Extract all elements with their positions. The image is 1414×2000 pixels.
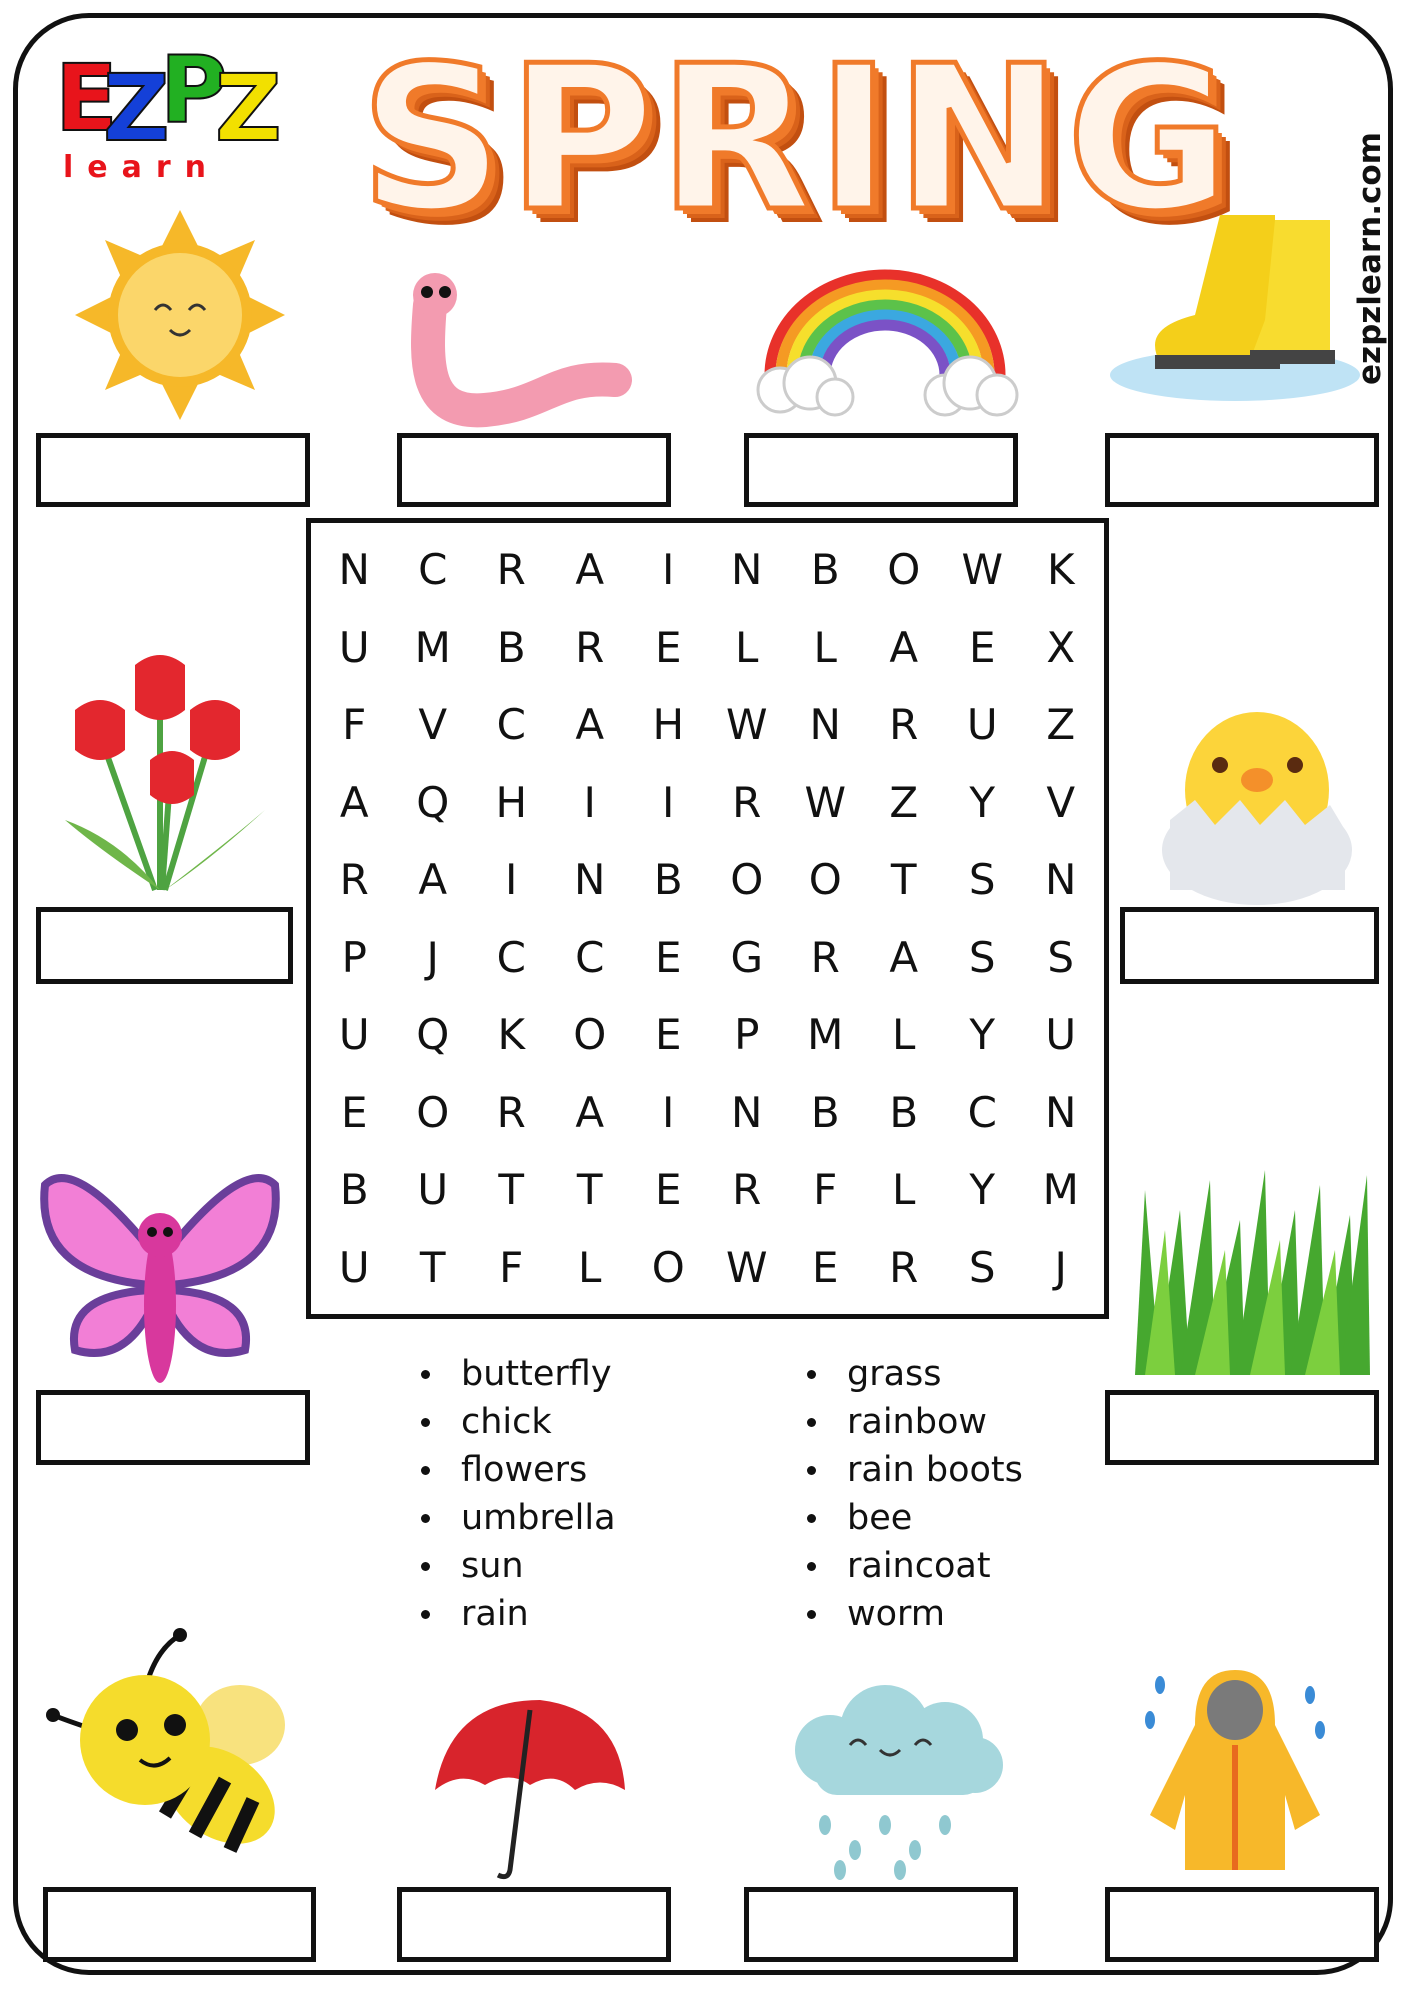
- grid-cell[interactable]: R: [496, 545, 526, 595]
- grid-cell[interactable]: B: [810, 545, 840, 595]
- grid-cell[interactable]: M: [807, 1010, 844, 1060]
- grid-cell[interactable]: R: [732, 1165, 762, 1215]
- butterfly-icon: [35, 1165, 285, 1390]
- grid-cell[interactable]: E: [654, 1010, 682, 1060]
- grid-cell[interactable]: I: [662, 1087, 675, 1137]
- grid-cell[interactable]: F: [813, 1165, 838, 1215]
- answer-box-rain[interactable]: [744, 1887, 1018, 1962]
- grid-cell[interactable]: A: [418, 855, 448, 905]
- grid-cell[interactable]: N: [731, 545, 763, 595]
- grid-cell[interactable]: S: [968, 932, 996, 982]
- grid-cell[interactable]: Y: [969, 1010, 996, 1060]
- word-list-item: butterfly: [421, 1350, 616, 1398]
- grid-cell[interactable]: R: [575, 622, 605, 672]
- logo-letter: P: [160, 37, 228, 144]
- grid-cell[interactable]: S: [1047, 932, 1075, 982]
- logo-letter: Z: [103, 55, 170, 162]
- grid-cell[interactable]: I: [505, 855, 518, 905]
- grid-cell[interactable]: R: [732, 777, 762, 827]
- grid-cell[interactable]: Z: [889, 777, 919, 827]
- grid-cell[interactable]: C: [575, 932, 605, 982]
- grid-cell[interactable]: W: [725, 1242, 768, 1292]
- grid-cell[interactable]: E: [340, 1087, 368, 1137]
- grid-cell[interactable]: A: [575, 545, 605, 595]
- grid-cell[interactable]: W: [804, 777, 847, 827]
- flowers-icon: [60, 650, 270, 895]
- word-list-item: rain boots: [807, 1446, 1023, 1494]
- grid-cell[interactable]: U: [338, 1242, 370, 1292]
- answer-box-butterfly[interactable]: [36, 1390, 310, 1465]
- grid-cell[interactable]: K: [497, 1010, 526, 1060]
- grid-cell[interactable]: Y: [969, 1165, 996, 1215]
- grid-cell[interactable]: E: [811, 1242, 839, 1292]
- word-list-item: worm: [807, 1590, 1023, 1638]
- grid-cell[interactable]: R: [496, 1087, 526, 1137]
- grid-cell[interactable]: H: [652, 700, 685, 750]
- grid-cell[interactable]: B: [339, 1165, 369, 1215]
- grid-cell[interactable]: O: [416, 1087, 450, 1137]
- answer-box-raincoat[interactable]: [1105, 1887, 1379, 1962]
- grid-cell[interactable]: U: [1045, 1010, 1077, 1060]
- grid-cell[interactable]: Y: [969, 777, 996, 827]
- grid-cell[interactable]: X: [1046, 622, 1076, 672]
- answer-box-grass[interactable]: [1105, 1390, 1379, 1465]
- grid-cell[interactable]: Q: [416, 777, 450, 827]
- grid-cell[interactable]: M: [414, 622, 451, 672]
- word-list-item: grass: [807, 1350, 1023, 1398]
- grid-cell[interactable]: R: [889, 700, 919, 750]
- logo-letter: E: [55, 45, 118, 152]
- word-list-item: rain: [421, 1590, 616, 1638]
- grass-icon: [1135, 1170, 1370, 1375]
- grid-cell[interactable]: I: [583, 777, 596, 827]
- answer-box-flowers[interactable]: [36, 907, 293, 984]
- answer-box-rain-boots[interactable]: [1105, 433, 1379, 507]
- grid-cell[interactable]: F: [499, 1242, 524, 1292]
- word-list-item: umbrella: [421, 1494, 616, 1542]
- grid-cell[interactable]: P: [341, 932, 367, 982]
- rain-boots-icon: [1110, 210, 1360, 410]
- word-list-right: [807, 1350, 1023, 1638]
- grid-cell[interactable]: A: [889, 932, 919, 982]
- grid-cell[interactable]: R: [889, 1242, 919, 1292]
- answer-box-umbrella[interactable]: [397, 1887, 671, 1962]
- grid-cell[interactable]: P: [734, 1010, 760, 1060]
- grid-cell[interactable]: C: [967, 1087, 997, 1137]
- answer-box-rainbow[interactable]: [744, 433, 1018, 507]
- grid-cell[interactable]: U: [417, 1165, 449, 1215]
- umbrella-icon: [430, 1700, 630, 1880]
- worm-icon: [395, 275, 640, 430]
- grid-cell[interactable]: W: [725, 700, 768, 750]
- word-search-grid: [306, 518, 1109, 1319]
- answer-box-sun[interactable]: [36, 433, 310, 507]
- grid-cell[interactable]: C: [496, 932, 526, 982]
- grid-cell[interactable]: C: [496, 700, 526, 750]
- word-list-item: flowers: [421, 1446, 616, 1494]
- grid-cell[interactable]: U: [338, 1010, 370, 1060]
- grid-cell[interactable]: B: [889, 1087, 919, 1137]
- grid-cell[interactable]: N: [809, 700, 841, 750]
- answer-box-chick[interactable]: [1120, 907, 1379, 984]
- logo-subtitle: learn: [63, 150, 221, 185]
- grid-cell[interactable]: I: [662, 545, 675, 595]
- grid-cell[interactable]: E: [654, 1165, 682, 1215]
- grid-cell[interactable]: S: [968, 855, 996, 905]
- grid-cell[interactable]: O: [651, 1242, 685, 1292]
- page-title: SPRING: [360, 23, 1235, 256]
- grid-cell[interactable]: C: [418, 545, 448, 595]
- grid-cell[interactable]: T: [890, 855, 917, 905]
- grid-cell[interactable]: H: [495, 777, 528, 827]
- grid-cell[interactable]: W: [961, 545, 1004, 595]
- grid-cell[interactable]: T: [498, 1165, 525, 1215]
- ezpz-logo: [55, 15, 285, 185]
- grid-cell[interactable]: E: [654, 622, 682, 672]
- grid-cell[interactable]: U: [338, 622, 370, 672]
- rainbow-icon: [755, 265, 1020, 425]
- grid-cell[interactable]: N: [574, 855, 606, 905]
- word-list-item: sun: [421, 1542, 616, 1590]
- grid-cell[interactable]: E: [968, 622, 996, 672]
- grid-cell[interactable]: Q: [416, 1010, 450, 1060]
- grid-cell[interactable]: N: [1045, 855, 1077, 905]
- logo-letter: Z: [215, 55, 282, 162]
- grid-cell[interactable]: F: [342, 700, 367, 750]
- word-list-item: rainbow: [807, 1398, 1023, 1446]
- word-list-left: [421, 1350, 616, 1638]
- grid-cell[interactable]: O: [573, 1010, 607, 1060]
- grid-cell[interactable]: J: [426, 932, 439, 982]
- word-list-item: raincoat: [807, 1542, 1023, 1590]
- grid-cell[interactable]: N: [731, 1087, 763, 1137]
- website-label: ezpzlearn.com: [1352, 132, 1388, 385]
- grid-cell[interactable]: U: [966, 700, 998, 750]
- grid-cell[interactable]: K: [1046, 545, 1075, 595]
- grid-cell[interactable]: L: [578, 1242, 602, 1292]
- chick-icon: [1160, 700, 1355, 905]
- raincoat-icon: [1135, 1665, 1335, 1875]
- grid-cell[interactable]: T: [419, 1242, 446, 1292]
- grid-cell[interactable]: I: [662, 777, 675, 827]
- grid-cell[interactable]: M: [1042, 1165, 1079, 1215]
- sun-icon: [75, 210, 285, 420]
- grid-cell[interactable]: L: [892, 1010, 916, 1060]
- grid-cell[interactable]: Z: [1046, 700, 1076, 750]
- grid-cell[interactable]: E: [654, 932, 682, 982]
- grid-cell[interactable]: A: [575, 1087, 605, 1137]
- grid-cell[interactable]: T: [576, 1165, 603, 1215]
- grid-cell[interactable]: V: [418, 700, 448, 750]
- grid-cell[interactable]: N: [1045, 1087, 1077, 1137]
- word-list-item: chick: [421, 1398, 616, 1446]
- grid-cell[interactable]: O: [887, 545, 921, 595]
- grid-cell[interactable]: B: [810, 1087, 840, 1137]
- grid-cell[interactable]: L: [892, 1165, 916, 1215]
- grid-cell[interactable]: A: [575, 700, 605, 750]
- bee-icon: [45, 1630, 290, 1875]
- grid-cell[interactable]: S: [968, 1242, 996, 1292]
- word-list-item: bee: [807, 1494, 1023, 1542]
- grid-cell[interactable]: A: [889, 622, 919, 672]
- grid-cell[interactable]: B: [653, 855, 683, 905]
- grid-cell[interactable]: R: [810, 932, 840, 982]
- grid-cell[interactable]: V: [1046, 777, 1076, 827]
- grid-cell[interactable]: G: [730, 932, 764, 982]
- grid-cell[interactable]: N: [338, 545, 370, 595]
- grid-cell[interactable]: O: [730, 855, 764, 905]
- grid-cell[interactable]: A: [339, 777, 369, 827]
- grid-cell[interactable]: O: [808, 855, 842, 905]
- grid-cell[interactable]: R: [339, 855, 369, 905]
- grid-cell[interactable]: L: [813, 622, 837, 672]
- grid-cell[interactable]: J: [1054, 1242, 1067, 1292]
- rain-cloud-icon: [785, 1685, 1005, 1880]
- grid-cell[interactable]: L: [735, 622, 759, 672]
- answer-box-bee[interactable]: [43, 1887, 316, 1962]
- grid-cell[interactable]: B: [496, 622, 526, 672]
- answer-box-worm[interactable]: [397, 433, 671, 507]
